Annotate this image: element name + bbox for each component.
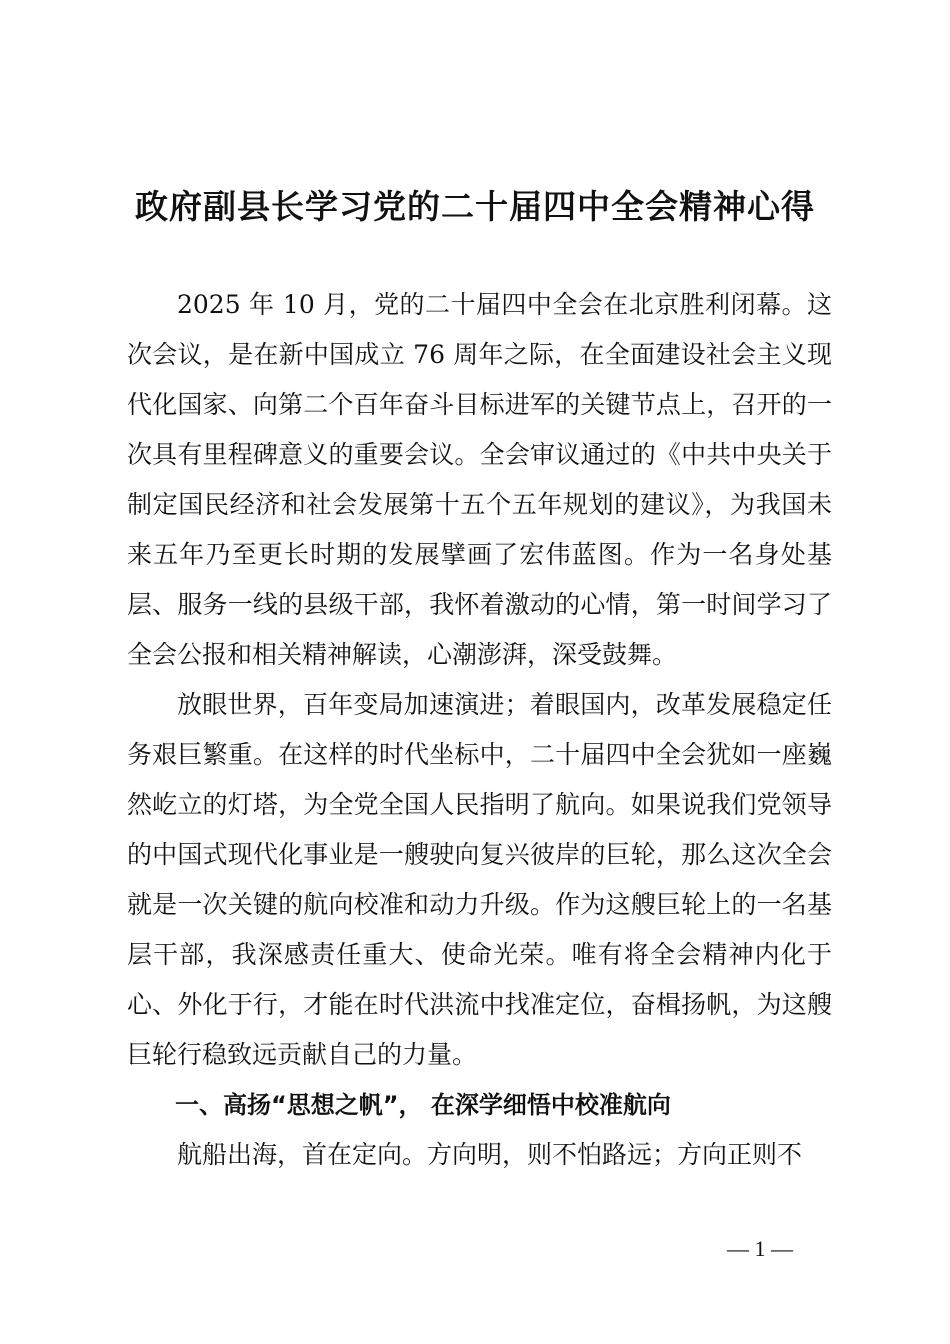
document-title: 政府副县长学习党的二十届四中全会精神心得 (135, 187, 815, 226)
paragraph-context: 放眼世界，百年变局加速演进；着眼国内，改革发展稳定任务艰巨繁重。在这样的时代坐标中，二十届四中全会犹如一座巍然屹立的灯塔，为全党全国人民指明了航向。如果说我们党领导的中国式现代化事业是一艘驶向复兴彼岸的巨轮，那么这次全会就是一次关键的航向校准和动力升级。作为这艘巨轮上的一名基层干部，我深感责任重大、使命光荣。唯有将全会精神内化于心、外化于行，才能在时代洪流中找准定位，奋楫扬帆，为这艘巨轮行稳致远贡献自己的力量。 (127, 690, 832, 1069)
section-paragraph: 航船出海，首在定向。方向明，则不怕路远；方向正则不 (177, 1140, 803, 1169)
paragraph-intro: 2025 年 10 月，党的二十届四中全会在北京胜利闭幕。这次会议，是在新中国成立 76 周年之际，在全面建设社会主义现代化国家、向第二个百年奋斗目标进军的关键节点上，召开的一次具有里程碑意义的重要会议。全会审议通过的《中共中央关于制定国民经济和社会发展第十五个五年规划的建议》，为我国未来五年乃至更长时期的发展擘画了宏伟蓝图。作为一名身处基层、服务一线的县级干部，我怀着激动的心情，第一时间学习了全会公报和相关精神解读，心潮澎湃，深受鼓舞。 (127, 290, 832, 669)
page-number: — 1 — (727, 1236, 793, 1261)
document-body (127, 280, 832, 1180)
section-heading: 一、高扬“思想之帆”， 在深学细悟中校准航向 (175, 1091, 671, 1119)
